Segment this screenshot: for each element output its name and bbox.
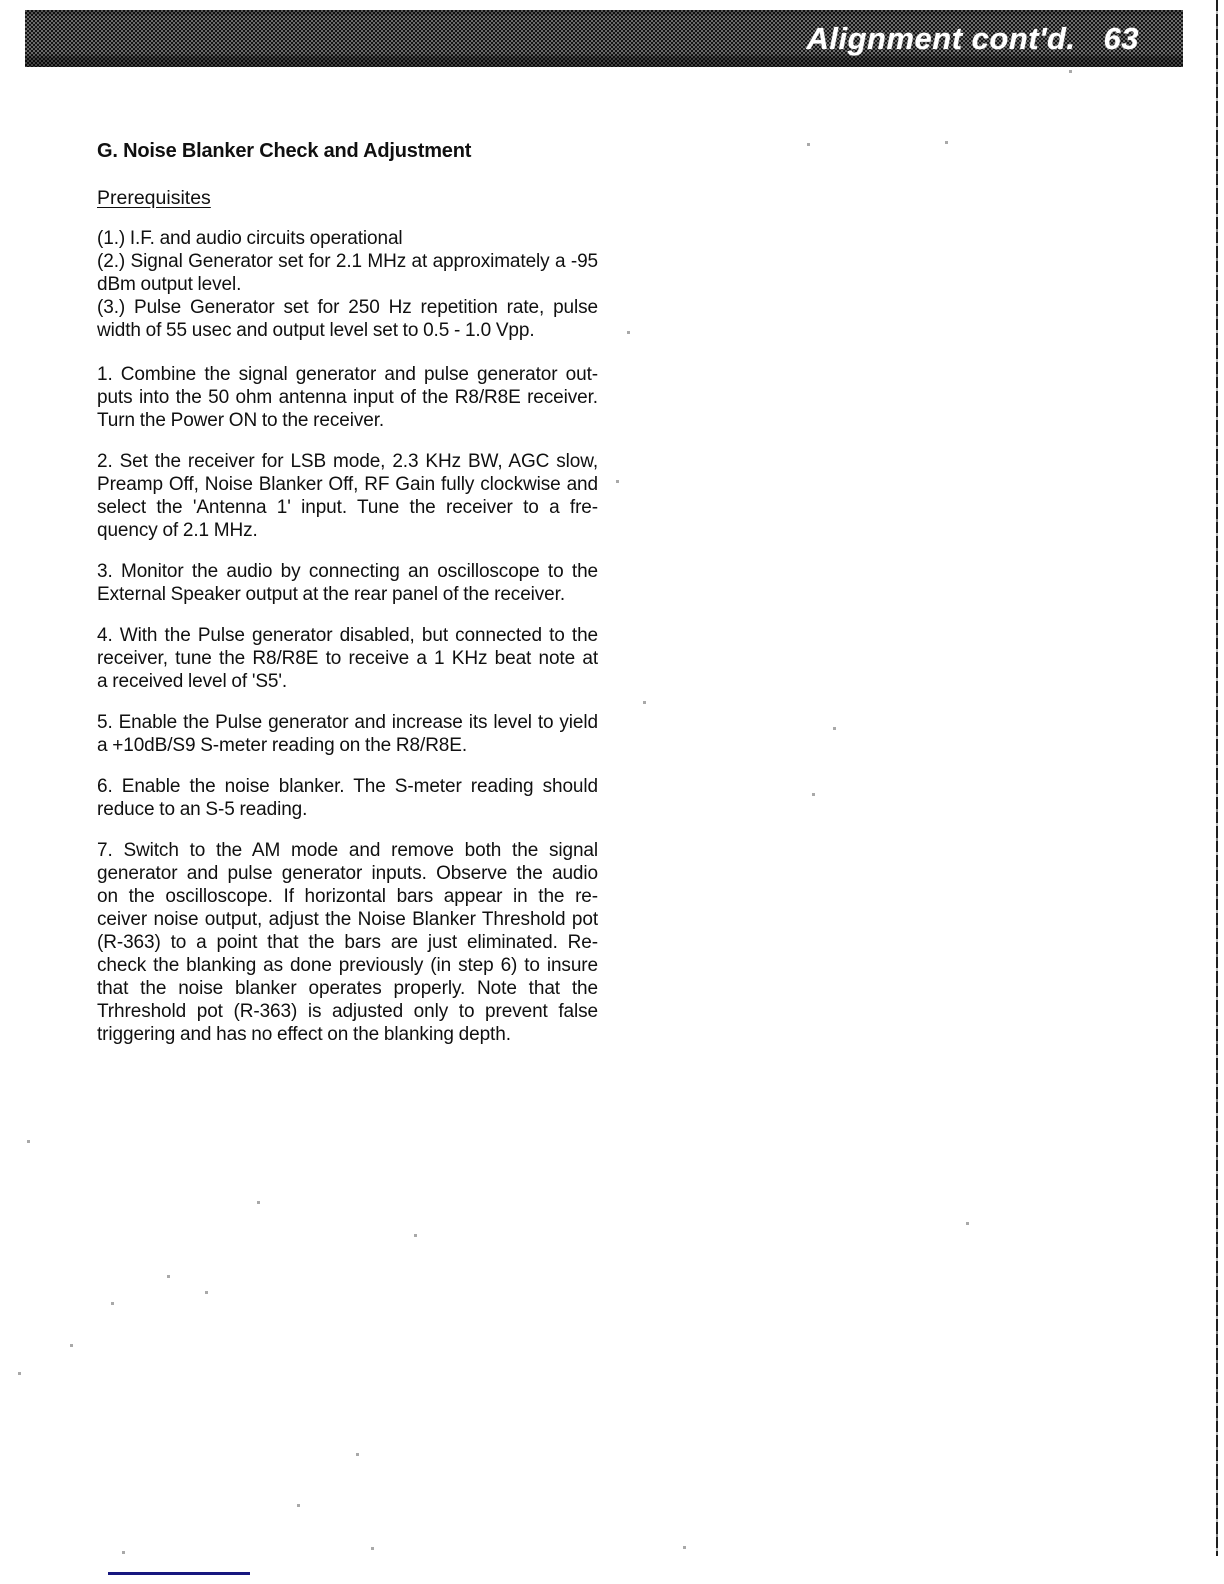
text-line: a received level of 'S5'. — [97, 671, 288, 692]
text-line: External Speaker output at the rear panel of the receiver. — [97, 584, 566, 605]
footer-rule — [108, 1572, 250, 1575]
text-line: ceiver noise output, adjust the Noise Blanker Threshold pot — [97, 909, 598, 930]
text-line: 4. With the Pulse generator disabled, but connected to the — [97, 625, 598, 646]
scan-speck — [627, 331, 630, 334]
text-line: on the oscilloscope. If horizontal bars appear in the re- — [97, 886, 598, 907]
scan-speck — [812, 793, 815, 796]
scan-speck — [683, 1546, 686, 1549]
prerequisite-item — [97, 227, 598, 250]
step-paragraph — [97, 775, 598, 821]
section-title: Alignment cont'd. — [806, 21, 1076, 56]
scan-speck — [833, 727, 836, 730]
scan-speck — [205, 1291, 208, 1294]
text-line: 3. Monitor the audio by connecting an oscilloscope to the — [97, 561, 598, 582]
scan-speck — [616, 480, 619, 483]
text-line: receiver, tune the R8/R8E to receive a 1 KHz beat note at — [97, 648, 598, 669]
step-paragraph — [97, 363, 598, 432]
text-line: puts into the 50 ohm antenna input of the R8/R8E receiver. — [97, 387, 598, 408]
step-paragraph — [97, 624, 598, 693]
text-line: triggering and has no effect on the blanking depth. — [97, 1024, 511, 1045]
text-line: Trhreshold pot (R-363) is adjusted only to prevent false — [97, 1001, 598, 1022]
scan-speck — [807, 143, 810, 146]
text-line: generator and pulse generator inputs. Observe the audio — [97, 863, 598, 884]
text-line: (1.) I.F. and audio circuits operational — [97, 228, 403, 249]
text-line: 7. Switch to the AM mode and remove both the signal — [97, 840, 598, 861]
section-heading: G. Noise Blanker Check and Adjustment — [97, 140, 472, 162]
step-paragraph — [97, 839, 598, 1046]
text-line: (3.) Pulse Generator set for 250 Hz repetition rate, pulse — [97, 297, 598, 318]
scan-speck — [966, 1222, 969, 1225]
step-paragraph — [97, 450, 598, 542]
steps-list — [97, 363, 598, 1046]
scan-speck — [122, 1551, 125, 1554]
step-paragraph — [97, 560, 598, 606]
scan-speck — [167, 1275, 170, 1278]
text-line: 5. Enable the Pulse generator and increase its level to yield — [97, 712, 598, 733]
text-line: width of 55 usec and output level set to 0.5 - 1.0 Vpp. — [97, 320, 535, 341]
scan-speck — [111, 1302, 114, 1305]
text-line: (2.) Signal Generator set for 2.1 MHz at approximately a -95 — [97, 251, 598, 272]
scan-speck — [1069, 70, 1072, 73]
scan-speck — [356, 1453, 359, 1456]
scan-speck — [27, 1140, 30, 1143]
scan-speck — [945, 141, 948, 144]
page-number: 63 — [1103, 21, 1139, 56]
page-content — [97, 138, 598, 1064]
scan-artifact-vertical-line — [1216, 0, 1218, 1556]
scan-speck — [18, 1372, 21, 1375]
text-line: that the noise blanker operates properly. Note that the — [97, 978, 598, 999]
text-line: Preamp Off, Noise Blanker Off, RF Gain fully clockwise and — [97, 474, 598, 495]
text-line: 2. Set the receiver for LSB mode, 2.3 KHz BW, AGC slow, — [97, 451, 598, 472]
scan-speck — [643, 701, 646, 704]
text-line: 6. Enable the noise blanker. The S-meter reading should — [97, 776, 598, 797]
scan-speck — [371, 1547, 374, 1550]
scan-speck — [297, 1504, 300, 1507]
scan-speck — [70, 1344, 73, 1347]
prerequisite-item — [97, 250, 598, 296]
text-line: select the 'Antenna 1' input. Tune the receiver to a fre- — [97, 497, 598, 518]
text-line: check the blanking as done previously (in step 6) to insure — [97, 955, 598, 976]
text-line: (R-363) to a point that the bars are just eliminated. Re- — [97, 932, 598, 953]
text-line: a +10dB/S9 S-meter reading on the R8/R8E. — [97, 735, 468, 756]
scan-speck — [414, 1234, 417, 1237]
prerequisite-item — [97, 296, 598, 342]
header-band — [25, 10, 1183, 67]
step-paragraph — [97, 711, 598, 757]
text-line: 1. Combine the signal generator and pulse generator out- — [97, 364, 598, 385]
text-line: quency of 2.1 MHz. — [97, 520, 258, 541]
text-line: dBm output level. — [97, 274, 242, 295]
prerequisites-label: Prerequisites — [97, 187, 211, 209]
text-line: Turn the Power ON to the receiver. — [97, 410, 385, 431]
text-line: reduce to an S-5 reading. — [97, 799, 308, 820]
prerequisites-list — [97, 227, 598, 342]
scan-speck — [257, 1201, 260, 1204]
